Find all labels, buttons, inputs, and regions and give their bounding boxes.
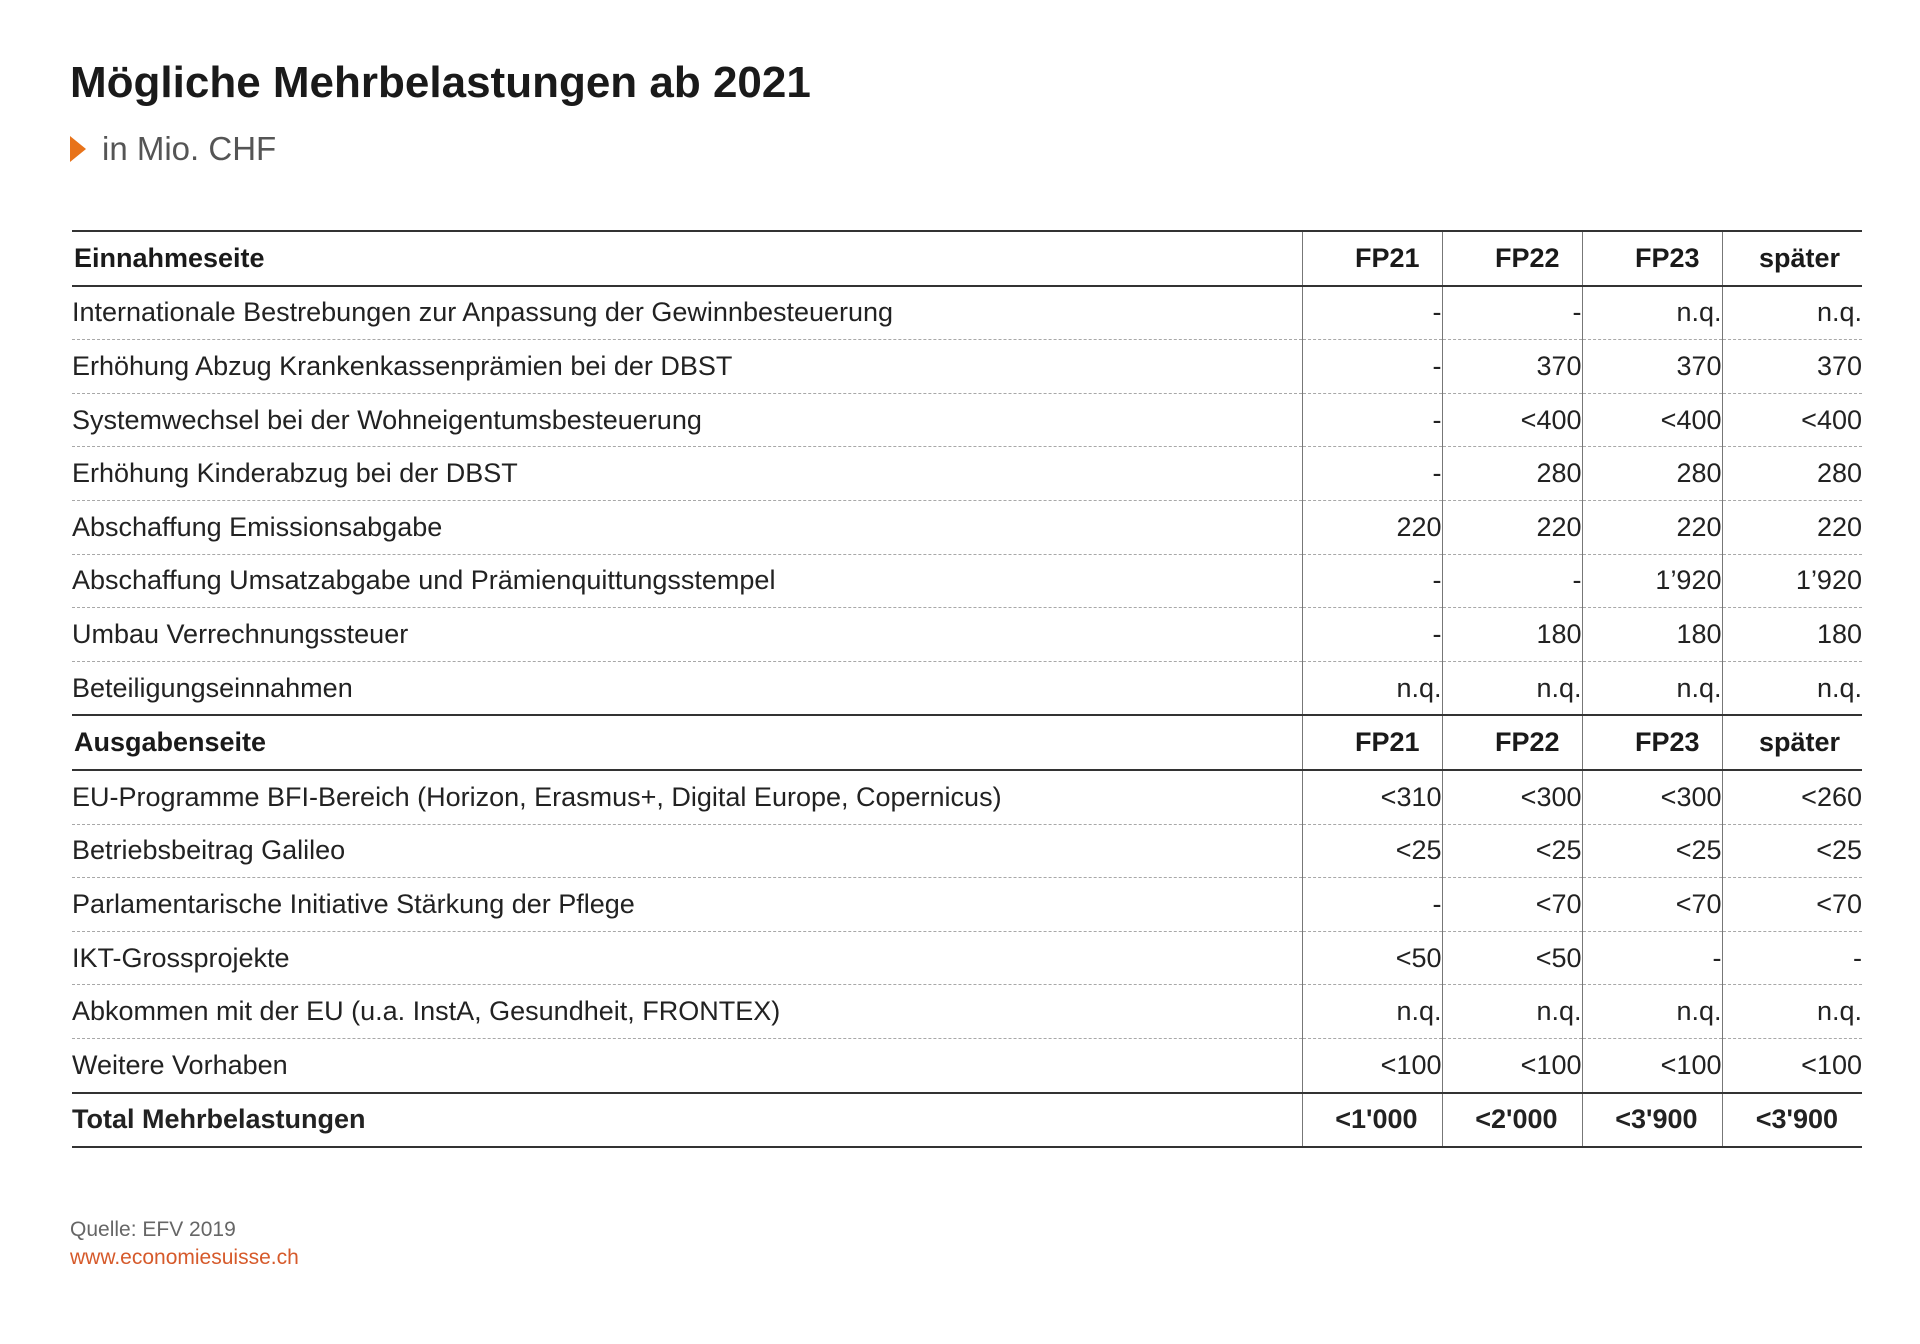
row-label: Abschaffung Umsatzabgabe und Prämienquittungsstempel (72, 554, 1302, 608)
table-cell: - (1302, 878, 1442, 932)
table-cell: 280 (1722, 447, 1862, 501)
table-cell: <300 (1582, 770, 1722, 824)
table-cell: - (1302, 447, 1442, 501)
row-label: IKT-Grossprojekte (72, 931, 1302, 985)
table-cell: 220 (1582, 500, 1722, 554)
table-cell: 1’920 (1722, 554, 1862, 608)
table-cell: <100 (1302, 1038, 1442, 1092)
column-header: später (1722, 715, 1862, 770)
section-header-row (72, 715, 1862, 770)
column-header: FP22 (1442, 231, 1582, 286)
table-row (72, 393, 1862, 447)
source-note: Quelle: EFV 2019 (70, 1218, 236, 1241)
table-cell: 180 (1442, 608, 1582, 662)
table-cell: <25 (1722, 824, 1862, 878)
table-cell: 370 (1442, 340, 1582, 394)
row-label: Erhöhung Abzug Krankenkassenprämien bei der DBST (72, 340, 1302, 394)
table-cell: <400 (1722, 393, 1862, 447)
table-cell: - (1302, 286, 1442, 340)
row-label: Parlamentarische Initiative Stärkung der Pflege (72, 878, 1302, 932)
table-cell: n.q. (1722, 985, 1862, 1039)
table-cell: - (1302, 554, 1442, 608)
table-cell: 220 (1442, 500, 1582, 554)
table-cell: - (1302, 608, 1442, 662)
row-label: Systemwechsel bei der Wohneigentumsbesteuerung (72, 393, 1302, 447)
row-label: Umbau Verrechnungssteuer (72, 608, 1302, 662)
chart-title: Mögliche Mehrbelastungen ab 2021 (70, 58, 811, 107)
section-header-row (72, 231, 1862, 286)
row-label: Abkommen mit der EU (u.a. InstA, Gesundheit, FRONTEX) (72, 985, 1302, 1039)
table-row (72, 824, 1862, 878)
table-row (72, 878, 1862, 932)
table-row (72, 554, 1862, 608)
table-cell: <300 (1442, 770, 1582, 824)
table-cell: - (1442, 554, 1582, 608)
row-label: Beteiligungseinnahmen (72, 672, 353, 703)
table-row (72, 985, 1862, 1039)
total-cell: <1'000 (1302, 1093, 1442, 1148)
table-cell: n.q. (1582, 985, 1722, 1039)
table-row (72, 340, 1862, 394)
table-cell: <70 (1582, 878, 1722, 932)
table-cell: n.q. (1302, 661, 1442, 715)
table-cell: - (1302, 393, 1442, 447)
unit-label: in Mio. CHF (102, 130, 277, 167)
table-cell: 220 (1302, 500, 1442, 554)
table-cell: 280 (1582, 447, 1722, 501)
table-cell: <400 (1582, 393, 1722, 447)
table-cell: n.q. (1582, 286, 1722, 340)
table-cell: n.q. (1722, 286, 1862, 340)
row-label: Erhöhung Kinderabzug bei der DBST (72, 447, 1302, 501)
table-cell: <25 (1302, 824, 1442, 878)
table-row (72, 500, 1862, 554)
row-label: EU-Programme BFI-Bereich (Horizon, Erasmus+, Digital Europe, Copernicus) (72, 770, 1302, 824)
table-row (72, 661, 1862, 715)
section-header: Ausgabenseite (72, 715, 1302, 770)
table-cell: - (1582, 931, 1722, 985)
table-cell: <70 (1442, 878, 1582, 932)
table-cell: 370 (1722, 340, 1862, 394)
table-cell: <400 (1442, 393, 1582, 447)
table-row (72, 447, 1862, 501)
website-link[interactable]: www.economiesuisse.ch (70, 1246, 299, 1269)
section-header: Einnahmeseite (72, 231, 1302, 286)
table-cell: n.q. (1302, 985, 1442, 1039)
chart-subtitle (70, 130, 276, 168)
row-label: Abschaffung Emissionsabgabe (72, 500, 1302, 554)
row-label: Internationale Bestrebungen zur Anpassung der Gewinnbesteuerung (72, 286, 1302, 340)
column-header: FP22 (1442, 715, 1582, 770)
table-cell: <50 (1442, 931, 1582, 985)
table-cell: 180 (1582, 608, 1722, 662)
table-cell: <260 (1722, 770, 1862, 824)
total-cell: <2'000 (1442, 1093, 1582, 1148)
table-cell: - (1722, 931, 1862, 985)
table-cell: <100 (1442, 1038, 1582, 1092)
table-cell: - (1442, 286, 1582, 340)
table-cell: 1’920 (1582, 554, 1722, 608)
table-cell: 180 (1722, 608, 1862, 662)
table-cell: <100 (1582, 1038, 1722, 1092)
total-label: Total Mehrbelastungen (72, 1093, 1302, 1148)
table-cell: <70 (1722, 878, 1862, 932)
table-cell: n.q. (1582, 661, 1722, 715)
table-cell: 280 (1442, 447, 1582, 501)
table-row (72, 286, 1862, 340)
table-cell: 220 (1722, 500, 1862, 554)
column-header: später (1722, 231, 1862, 286)
column-header: FP21 (1302, 231, 1442, 286)
data-table (72, 230, 1862, 1148)
column-header: FP21 (1302, 715, 1442, 770)
table-row (72, 608, 1862, 662)
table-cell: - (1302, 340, 1442, 394)
total-cell: <3'900 (1722, 1093, 1862, 1148)
table-cell: <100 (1722, 1038, 1862, 1092)
row-label: Weitere Vorhaben (72, 1049, 288, 1080)
column-header: FP23 (1582, 231, 1722, 286)
table-cell: 370 (1582, 340, 1722, 394)
arrow-right-icon (70, 136, 86, 162)
table-cell: <25 (1582, 824, 1722, 878)
column-header: FP23 (1582, 715, 1722, 770)
table-cell: <50 (1302, 931, 1442, 985)
table-cell: <25 (1442, 824, 1582, 878)
table-cell: n.q. (1722, 661, 1862, 715)
table-cell: <310 (1302, 770, 1442, 824)
total-cell: <3'900 (1582, 1093, 1722, 1148)
table-row (72, 770, 1862, 824)
table-cell: n.q. (1442, 985, 1582, 1039)
total-row (72, 1093, 1862, 1148)
row-label: Betriebsbeitrag Galileo (72, 824, 1302, 878)
table-cell: n.q. (1442, 661, 1582, 715)
table-row (72, 1038, 1862, 1092)
table-row (72, 931, 1862, 985)
